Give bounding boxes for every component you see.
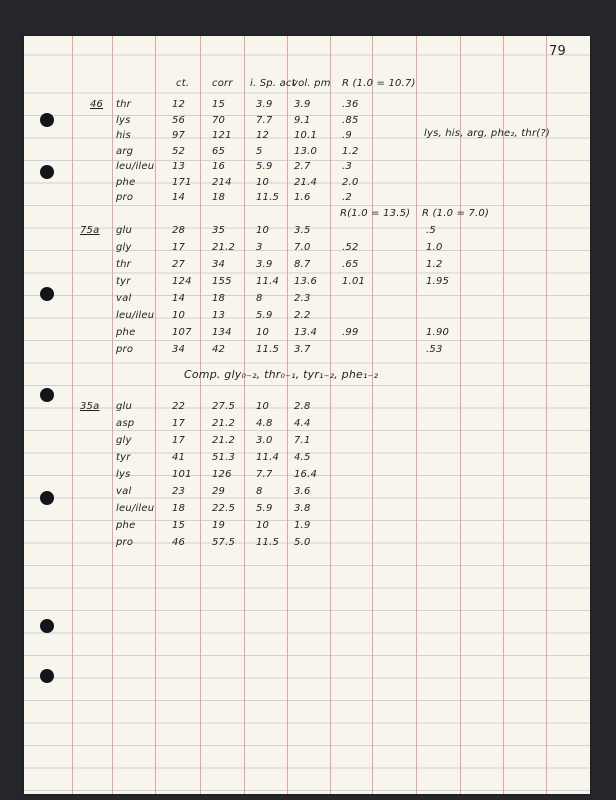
cell-sp: 5.9: [256, 310, 273, 321]
cell-vol: 1.9: [294, 520, 311, 531]
table-row: [24, 293, 590, 311]
cell-vol: 2.3: [294, 293, 311, 304]
sample-label: 35a: [80, 401, 100, 412]
cell-sp: 7.7: [256, 469, 273, 480]
cell-ct: 18: [172, 503, 186, 514]
cell-aa: phe: [116, 520, 136, 531]
cell-corr: 121: [212, 130, 232, 141]
header-vol: vol. pm: [292, 78, 331, 89]
cell-vol: 16.4: [294, 469, 318, 480]
cell-ct: 12: [172, 99, 186, 110]
table-row: [24, 259, 590, 277]
cell-vol: 2.2: [294, 310, 311, 321]
cell-r1: 1.01: [342, 276, 366, 287]
cell-r2: .53: [426, 344, 443, 355]
cell-corr: 214: [212, 176, 232, 188]
cell-ct: 17: [172, 242, 186, 253]
cell-sp: 11.5: [256, 192, 280, 203]
cell-sp: 5.9: [256, 503, 273, 514]
cell-corr: 18: [212, 293, 226, 304]
cell-sp: 10: [256, 401, 270, 412]
table-row: [24, 344, 590, 362]
cell-ct: 171: [172, 176, 192, 188]
cell-vol: 13.0: [294, 145, 318, 157]
header-r1: R(1.0 = 13.5): [340, 208, 411, 219]
cell-aa: leu/ileu: [116, 161, 155, 172]
cell-ct: 97: [172, 130, 186, 141]
composition-note: Comp. gly₀₋₂, thr₀₋₁, tyr₁₋₂, phe₁₋₂: [184, 368, 379, 381]
cell-ct: 15: [172, 520, 186, 531]
cell-vol: 3.6: [294, 486, 311, 497]
cell-corr: 21.2: [212, 435, 236, 446]
cell-aa: thr: [116, 259, 131, 270]
cell-vol: 5.0: [294, 537, 311, 548]
cell-vol: 2.8: [294, 401, 311, 412]
cell-aa: phe: [116, 176, 136, 188]
cell-aa: leu/ileu: [116, 310, 155, 321]
cell-sp: 3.9: [256, 99, 273, 110]
cell-ct: 14: [172, 293, 186, 304]
cell-vol: 13.6: [294, 276, 318, 287]
table-row: [24, 276, 590, 294]
cell-corr: 15: [212, 99, 226, 110]
cell-ct: 28: [172, 225, 186, 236]
cell-corr: 27.5: [212, 401, 236, 412]
cell-aa: val: [116, 293, 132, 304]
cell-vol: 9.1: [294, 114, 311, 126]
cell-vol: 8.7: [294, 259, 311, 270]
cell-corr: 35: [212, 225, 226, 236]
cell-aa: glu: [116, 225, 133, 236]
cell-aa: phe: [116, 327, 136, 338]
cell-aa: lys: [116, 469, 131, 480]
cell-aa: glu: [116, 401, 133, 412]
cell-sp: 7.7: [256, 114, 273, 126]
punch-hole: [40, 388, 54, 402]
cell-r2: 1.2: [426, 259, 443, 270]
cell-ct: 14: [172, 192, 186, 203]
cell-ct: 10: [172, 310, 186, 321]
cell-sp: 11.4: [256, 452, 280, 463]
cell-sp: 10: [256, 176, 270, 188]
cell-vol: 2.7: [294, 161, 311, 172]
notebook-page: [24, 36, 590, 794]
cell-corr: 70: [212, 114, 226, 126]
cell-corr: 22.5: [212, 503, 236, 514]
cell-sp: 3: [256, 242, 263, 253]
cell-r1: .52: [342, 242, 359, 253]
cell-r2: 1.90: [426, 327, 450, 338]
cell-corr: 57.5: [212, 537, 236, 548]
header-sp-act: i. Sp. act: [250, 78, 296, 89]
cell-ct: 27: [172, 259, 186, 270]
cell-corr: 155: [212, 276, 232, 287]
cell-aa: gly: [116, 242, 132, 253]
table-row: [24, 537, 590, 555]
cell-sp: 10: [256, 327, 270, 338]
table-row: [24, 225, 590, 243]
cell-sp: 5.9: [256, 161, 273, 172]
cell-vol: 1.6: [294, 192, 311, 203]
cell-ct: 22: [172, 401, 186, 412]
cell-corr: 34: [212, 259, 226, 270]
cell-sp: 12: [256, 130, 270, 141]
cell-corr: 19: [212, 520, 226, 531]
cell-corr: 42: [212, 344, 226, 355]
cell-r2: 1.0: [426, 242, 443, 253]
cell-corr: 21.2: [212, 242, 236, 253]
cell-ct: 13: [172, 161, 186, 172]
cell-sp: 5: [256, 145, 263, 157]
cell-corr: 134: [212, 327, 232, 338]
cell-r: 2.0: [342, 176, 359, 188]
cell-corr: 16: [212, 161, 226, 172]
cell-vol: 13.4: [294, 327, 318, 338]
cell-ct: 17: [172, 435, 186, 446]
table-row: [24, 520, 590, 538]
table-row: [24, 435, 590, 453]
cell-ct: 52: [172, 145, 186, 157]
cell-vol: 3.7: [294, 344, 311, 355]
side-note: lys, his, arg, phe₂, thr(?): [424, 128, 550, 139]
header-corr: corr: [212, 78, 233, 89]
cell-corr: 51.3: [212, 452, 236, 463]
table-row: [24, 327, 590, 345]
cell-corr: 65: [212, 145, 226, 157]
cell-r: .3: [342, 161, 352, 172]
cell-aa: pro: [116, 537, 134, 548]
cell-r: .2: [342, 192, 352, 203]
cell-aa: val: [116, 486, 132, 497]
cell-ct: 124: [172, 276, 192, 287]
table-row: [24, 452, 590, 470]
cell-vol: 7.1: [294, 435, 311, 446]
table-row: [24, 401, 590, 419]
cell-aa: leu/ileu: [116, 503, 155, 514]
cell-vol: 3.8: [294, 503, 311, 514]
sample-label: 46: [90, 99, 104, 110]
cell-aa: pro: [116, 192, 134, 203]
cell-vol: 4.5: [294, 452, 311, 463]
cell-sp: 3.9: [256, 259, 273, 270]
cell-aa: pro: [116, 344, 134, 355]
cell-aa: tyr: [116, 452, 131, 463]
header-ct: ct.: [176, 78, 190, 89]
page-number: 79: [549, 44, 566, 59]
cell-aa: gly: [116, 435, 132, 446]
punch-hole: [40, 669, 54, 683]
cell-corr: 18: [212, 192, 226, 203]
table-row: [24, 192, 590, 210]
cell-vol: 3.5: [294, 225, 311, 236]
cell-r: .36: [342, 99, 359, 110]
cell-r1: .99: [342, 327, 359, 338]
table-row: [24, 242, 590, 260]
cell-aa: thr: [116, 99, 131, 110]
cell-sp: 4.8: [256, 418, 273, 429]
cell-vol: 21.4: [294, 176, 318, 188]
cell-ct: 56: [172, 114, 186, 126]
cell-r1: .65: [342, 259, 359, 270]
cell-aa: lys: [116, 114, 131, 126]
cell-sp: 3.0: [256, 435, 273, 446]
punch-hole: [40, 619, 54, 633]
cell-ct: 41: [172, 452, 186, 463]
cell-ct: 46: [172, 537, 186, 548]
cell-vol: 10.1: [294, 130, 318, 141]
table-row: [24, 469, 590, 487]
table-row: [24, 310, 590, 328]
cell-sp: 8: [256, 293, 263, 304]
cell-r2: 1.95: [426, 276, 450, 287]
cell-ct: 23: [172, 486, 186, 497]
table-row: [24, 486, 590, 504]
cell-ct: 107: [172, 327, 192, 338]
cell-aa: asp: [116, 418, 135, 429]
cell-r2: .5: [426, 225, 436, 236]
cell-sp: 8: [256, 486, 263, 497]
cell-corr: 21.2: [212, 418, 236, 429]
cell-r: .9: [342, 130, 352, 141]
header-r2: R (1.0 = 7.0): [422, 208, 490, 219]
cell-aa: his: [116, 130, 131, 141]
cell-sp: 10: [256, 520, 270, 531]
cell-sp: 11.5: [256, 344, 280, 355]
table-row: [24, 418, 590, 436]
cell-sp: 10: [256, 225, 270, 236]
cell-ct: 101: [172, 469, 192, 480]
cell-corr: 29: [212, 486, 226, 497]
cell-ct: 17: [172, 418, 186, 429]
cell-aa: arg: [116, 145, 134, 157]
cell-r: .85: [342, 114, 359, 126]
cell-sp: 11.4: [256, 276, 280, 287]
cell-r: 1.2: [342, 145, 359, 157]
table-row: [24, 503, 590, 521]
cell-ct: 34: [172, 344, 186, 355]
header-r: R (1.0 = 10.7): [342, 78, 416, 89]
sample-label: 75a: [80, 225, 100, 236]
cell-vol: 4.4: [294, 418, 311, 429]
cell-vol: 3.9: [294, 99, 311, 110]
cell-vol: 7.0: [294, 242, 311, 253]
cell-corr: 13: [212, 310, 226, 321]
cell-corr: 126: [212, 469, 232, 480]
cell-sp: 11.5: [256, 537, 280, 548]
cell-aa: tyr: [116, 276, 131, 287]
